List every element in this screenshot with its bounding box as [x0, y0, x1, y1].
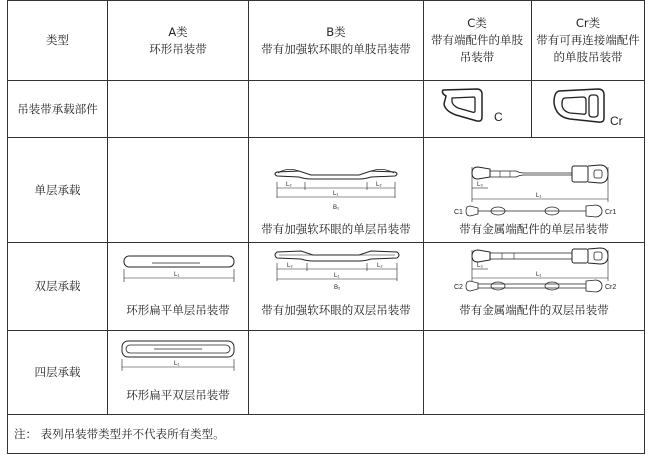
lower-left-fitting [466, 206, 478, 216]
c-fitting-inner [452, 97, 475, 112]
right-end-fitting-box [572, 249, 588, 263]
cr-fitting-inner [562, 97, 586, 114]
dim-l1: L₁ [334, 273, 340, 279]
single-cd-caption-text: 带有金属端配件的单层吊装带 [459, 221, 609, 236]
col-b-code: B类 [326, 24, 346, 39]
single-b-caption-text: 带有加强软环眼的单层吊装带 [261, 221, 411, 236]
dim-b2: B₂ [334, 285, 341, 291]
table-note-text: 注： 表列吊装带类型并不代表所有类型。 [14, 426, 225, 441]
dim-l1: L₁ [174, 272, 180, 278]
dim-b1: B₁ [333, 205, 340, 211]
quad-a-caption [108, 385, 248, 405]
lower-left-fitting [466, 281, 478, 291]
left-end-fitting [472, 167, 490, 179]
right-end-fitting-slot [594, 252, 602, 260]
double-a-caption [108, 300, 248, 320]
dim-l3: L₃ [477, 182, 483, 188]
single-label: 单层承载 [34, 182, 81, 197]
col-cr-code: Cr类 [575, 16, 601, 30]
single-b-caption [249, 219, 423, 239]
tag-c1: C1 [454, 209, 463, 216]
lower-right-fitting [586, 280, 602, 292]
sling-strap [490, 171, 572, 177]
col-a-name: 环形吊装带 [149, 41, 207, 56]
header-type [8, 1, 107, 80]
dim-l3: L₃ [477, 263, 483, 269]
c-end-fitting-drawing [424, 81, 531, 137]
col-cr-name: 带有可再连接端配件的单肢吊装带 [536, 33, 640, 64]
double-label: 双层承载 [34, 279, 81, 293]
quad-a-caption-text: 环形扁平双层吊装带 [126, 387, 230, 402]
cr-end-fitting-drawing [532, 81, 644, 137]
col-c-name: 带有端配件的单肢吊装带 [431, 33, 523, 64]
single-cd-caption [424, 219, 644, 239]
header-col-b [249, 1, 423, 80]
right-end-fitting-eye [588, 165, 608, 183]
dim-l2-left: L₂ [286, 182, 292, 188]
col-c-code: C类 [467, 16, 487, 30]
dim-l2-left: L₂ [287, 263, 293, 269]
table-border-right [644, 0, 645, 454]
dim-l1: L₁ [333, 191, 339, 197]
lower-strap-double [478, 284, 586, 288]
sling-body [275, 171, 397, 179]
header-col-c [428, 1, 526, 80]
dim-l2-right: L₂ [376, 182, 382, 188]
c-fitting-letter: C [494, 110, 503, 124]
sling-folds [502, 253, 514, 259]
parts-label: 吊装带承载部件 [17, 101, 98, 116]
row-label-single [8, 138, 107, 242]
lower-joint [491, 282, 505, 290]
double-cd-caption-text: 带有金属端配件的双层吊装带 [459, 302, 609, 317]
tag-cr1: Cr1 [605, 209, 617, 216]
double-cd-caption [424, 300, 644, 320]
dim-l1: L₁ [536, 193, 542, 199]
cr-fitting-letter: Cr [610, 114, 623, 128]
lower-joint [545, 282, 559, 290]
lower-right-fitting [586, 205, 602, 217]
header-col-a [108, 1, 248, 80]
col-b-name: 带有加强软环眼的单肢吊装带 [261, 41, 411, 56]
tag-c2: C2 [454, 284, 463, 291]
dim-l2-right: L₂ [377, 263, 383, 269]
sling-folds [500, 171, 510, 177]
col-a-code: A类 [168, 24, 188, 39]
left-end-fitting [472, 250, 490, 262]
right-end-fitting-slot [594, 170, 602, 178]
double-b-caption [249, 300, 423, 320]
sling-body [275, 251, 399, 261]
table-note [14, 415, 634, 453]
double-b-caption-text: 带有加强软环眼的双层吊装带 [261, 302, 411, 317]
loop-body [124, 256, 234, 267]
cr-fitting-slot [589, 95, 598, 117]
right-end-fitting-eye [588, 248, 608, 264]
dim-l1: L₁ [174, 361, 180, 367]
row-label-double [8, 243, 107, 330]
row-label-parts [8, 81, 107, 137]
quad-label: 四层承载 [34, 365, 81, 379]
double-a-caption-text: 环形扁平单层吊装带 [126, 302, 230, 317]
dim-l1: L₁ [536, 272, 542, 278]
tag-cr2: Cr2 [605, 284, 617, 291]
c-fitting-outer [442, 89, 482, 121]
row-label-quad [8, 331, 107, 414]
right-end-fitting-box [572, 166, 588, 182]
header-type-label: 类型 [46, 33, 69, 47]
table-border-bottom [7, 453, 645, 454]
header-col-cr [536, 1, 640, 80]
